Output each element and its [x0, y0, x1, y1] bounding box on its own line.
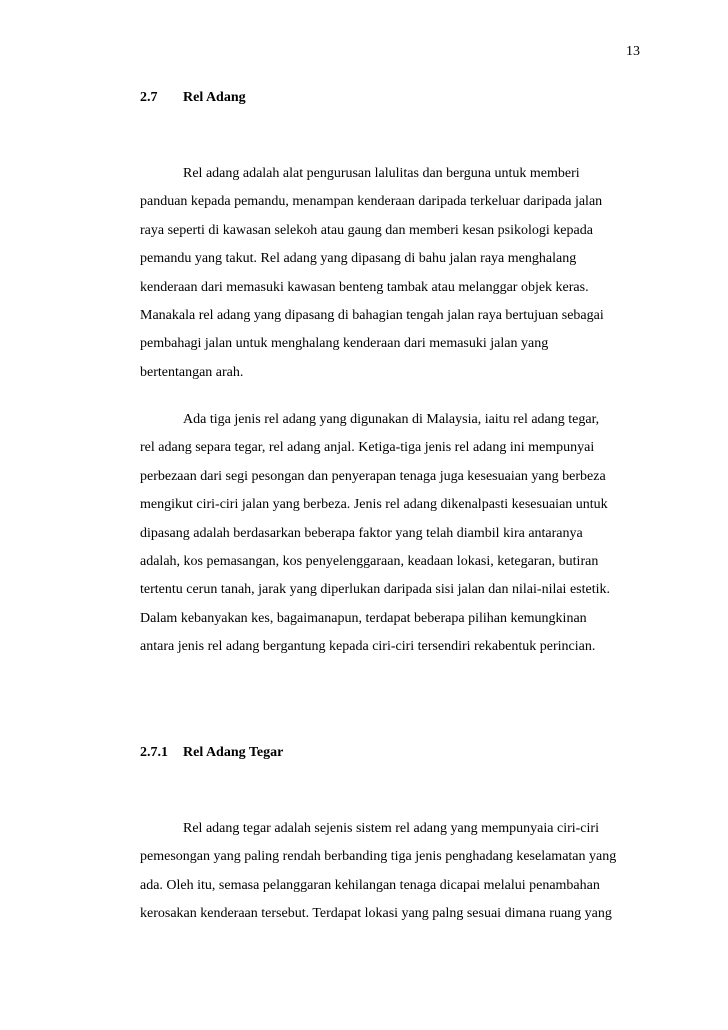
text-line: antara jenis rel adang bergantung kepada ciri-ciri tersendiri rekabentuk perincian.	[140, 639, 596, 655]
section-heading-2-7-1	[140, 744, 283, 762]
text-line: pembahagi jalan untuk menghalang kenderaan dari memasuki jalan yang	[140, 336, 549, 352]
text-line: Rel adang tegar adalah sejenis sistem rel adang yang mempunyaia ciri-ciri	[183, 821, 599, 836]
text-line: pemesongan yang paling rendah berbanding tiga jenis penghadang keselamatan yang	[140, 849, 617, 865]
text-line: kenderaan dari memasuki kawasan benteng tambak atau melanggar objek keras.	[140, 279, 589, 295]
text-line: pemandu yang takut. Rel adang yang dipasang di bahu jalan raya menghalang	[140, 251, 577, 267]
paragraph-rel-adang-intro	[140, 160, 640, 387]
section-number: 2.7	[140, 90, 158, 105]
paragraph-rel-adang-tegar	[140, 815, 640, 929]
text-line: perbezaan dari segi pesongan dan penyerapan tenaga juga kesesuaian yang berbeza	[140, 468, 606, 484]
text-line: panduan kepada pemandu, menampan kenderaan daripada terkeluar daripada jalan	[140, 194, 603, 210]
section-number: 2.7.1	[140, 745, 168, 760]
text-line: rel adang separa tegar, rel adang anjal. Ketiga-tiga jenis rel adang ini mempunyai	[140, 440, 595, 456]
text-line: dipasang adalah berdasarkan beberapa faktor yang telah diambil kira antaranya	[140, 525, 583, 541]
text-line: Ada tiga jenis rel adang yang digunakan di Malaysia, iaitu rel adang tegar,	[183, 412, 600, 427]
section-heading-2-7	[140, 89, 246, 107]
text-line: adalah, kos pemasangan, kos penyelenggaraan, keadaan lokasi, ketegaran, butiran	[140, 554, 599, 570]
text-line: mengikut ciri-ciri jalan yang berbeza. Jenis rel adang dikenalpasti kesesuaian untuk	[140, 497, 608, 513]
text-line: kerosakan kenderaan tersebut. Terdapat lokasi yang palng sesuai dimana ruang yang	[140, 906, 612, 922]
section-title: Rel Adang Tegar	[183, 745, 284, 760]
section-title: Rel Adang	[183, 90, 246, 105]
text-line: raya seperti di kawasan selekoh atau gaung dan memberi kesan psikologi kepada	[140, 222, 593, 238]
paragraph-jenis-rel-adang	[140, 406, 640, 662]
page-number: 13	[626, 44, 640, 59]
text-line: Manakala rel adang yang dipasang di bahagian tengah jalan raya bertujuan sebagai	[140, 308, 604, 324]
text-line: Rel adang adalah alat pengurusan lalulitas dan berguna untuk memberi	[183, 166, 580, 181]
text-line: ada. Oleh itu, semasa pelanggaran kehilangan tenaga dicapai melalui penambahan	[140, 877, 600, 893]
text-line: bertentangan arah.	[140, 364, 244, 380]
text-line: Dalam kebanyakan kes, bagaimanapun, terdapat beberapa pilihan kemungkinan	[140, 610, 587, 626]
text-line: tertentu cerun tanah, jarak yang diperlukan daripada sisi jalan dan nilai-nilai estetik.	[140, 582, 610, 598]
